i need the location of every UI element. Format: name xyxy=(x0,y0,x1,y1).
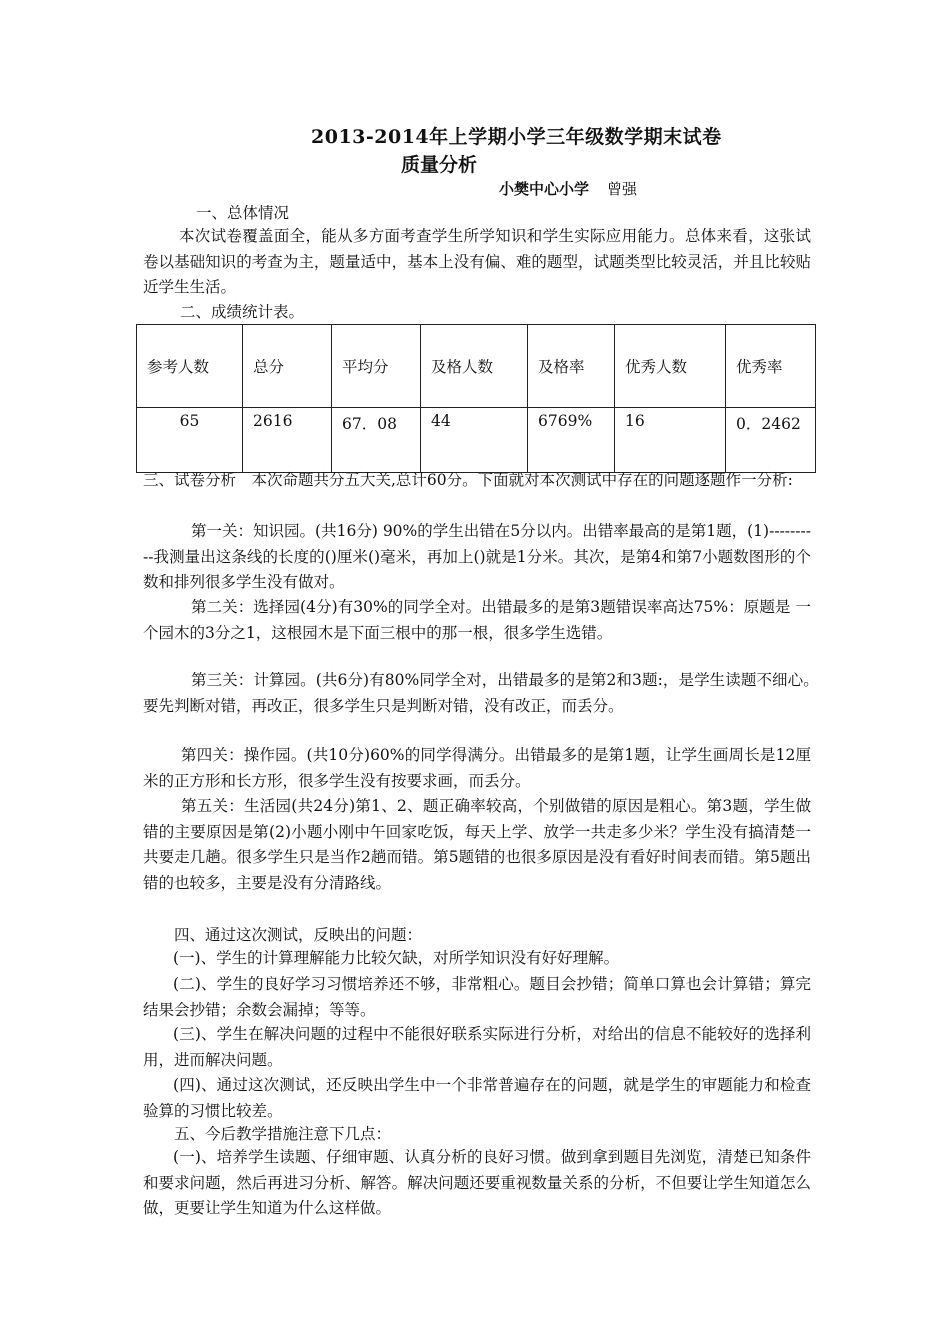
table-header-cell: 优秀人数 xyxy=(615,325,726,408)
table-row xyxy=(137,408,816,473)
section-3-part-3: 第三关：计算园。(共6分)有80%同学全对，出错最多的是第2和3题:，是学生读题不细心。 要先判断对错，再改正，很多学生只是判断对错，没有改正，而丢分。 xyxy=(143,671,827,715)
table-cell: 65 xyxy=(137,408,243,473)
section-5-heading: 五、今后教学措施注意下几点： xyxy=(174,1125,392,1143)
section-3-part-1: 第一关：知识园。(共16分) 90%的学生出错在5分以内。出错率最高的是第1题，(1)----------我测量出这条线的长度的()厘米()毫米，再加上()就是1分米。其次，是第4和第7小题数图形的个数和排列很多学生没有做对。 xyxy=(143,522,811,591)
document-title: 2013-2014年上学期小学三年级数学期末试卷 xyxy=(311,126,722,148)
table-cell: 0．2462 xyxy=(726,408,816,473)
table-header-cell: 总分 xyxy=(243,325,332,408)
section-1-heading: 一、总体情况 xyxy=(196,204,290,222)
table-header-cell: 参考人数 xyxy=(137,325,243,408)
table-header-row xyxy=(137,325,816,408)
section-2-heading: 二、成绩统计表。 xyxy=(180,303,305,321)
section-3-part-5: 第五关：生活园(共24分)第1、2、题正确率较高，个别做错的原因是粗心。第3题，学生做错的主要原因是第(2)小题小刚中午回家吃饭，每天上学、放学一共走多少米？学生没有搞清楚一共要走几趟。很多学生只是当作2趟而错。第5题错的也很多原因是没有看好时间表而错。第5题出错的也较多，主要是没有分清路线。 xyxy=(143,797,811,892)
section-4-heading: 四、通过这次测试，反映出的问题： xyxy=(174,926,423,944)
author-line xyxy=(499,178,637,199)
table-cell: 44 xyxy=(421,408,528,473)
table-cell: 6769% xyxy=(528,408,615,473)
section-4-item-2: (二)、学生的良好学习习惯培养还不够，非常粗心。题目会抄错；简单口算也会计算错；算完结果会抄错；余数会漏掉；等等。 xyxy=(143,975,811,1019)
table-header-cell: 优秀率 xyxy=(726,325,816,408)
section-3-part-2: 第二关：选择园(4分)有30%的同学全对。出错最多的是第3题错误率高达75%：原题是 一个园木的3分之1，这根园木是下面三根中的那一根，很多学生选错。 xyxy=(143,598,811,642)
section-4-item-3: (三)、学生在解决问题的过程中不能很好联系实际进行分析，对给出的信息不能较好的选择利用，进而解决问题。 xyxy=(143,1025,811,1069)
table-cell: 2616 xyxy=(243,408,332,473)
section-4-item-4: (四)、通过这次测试，还反映出学生中一个非常普遍存在的问题，就是学生的审题能力和检查验算的习惯比较差。 xyxy=(143,1076,811,1120)
table-header-cell: 及格人数 xyxy=(421,325,528,408)
score-statistics-table xyxy=(136,324,816,473)
school-name: 小樊中心小学 xyxy=(499,180,590,198)
section-1-paragraph: 本次试卷覆盖面全，能从多方面考查学生所学知识和学生实际应用能力。总体来看，这张试卷以基础知识的考查为主，题量适中，基本上没有偏、难的题型，试题类型比较灵活，并且比较贴近学生生活。 xyxy=(143,227,811,296)
section-4-item-1: (一)、学生的计算理解能力比较欠缺，对所学知识没有好好理解。 xyxy=(173,949,620,967)
author-name: 曾强 xyxy=(607,180,638,198)
table-header-cell: 平均分 xyxy=(332,325,421,408)
table-cell: 16 xyxy=(615,408,726,473)
section-5-item-1: (一)、培养学生读题、仔细审题、认真分析的良好习惯。做到拿到题目先浏览，清楚已知条件和要求问题，然后再进习分析、解答。解决问题还要重视数量关系的分析，不但要让学生知道怎么做，更要让学生知道为什么这样做。 xyxy=(143,1148,811,1217)
document-subtitle: 质量分析 xyxy=(401,154,478,176)
section-3-intro: 三、试卷分析 本次命题共分五大关,总计60分。下面就对本次测试中存在的问题逐题作一分析: xyxy=(143,471,793,489)
table-header-cell: 及格率 xyxy=(528,325,615,408)
table-cell: 67．08 xyxy=(332,408,421,473)
section-3-part-4: 第四关：操作园。(共10分)60%的同学得满分。出错最多的是第1题，让学生画周长是12厘米的正方形和长方形，很多学生没有按要求画，而丢分。 xyxy=(143,746,811,790)
